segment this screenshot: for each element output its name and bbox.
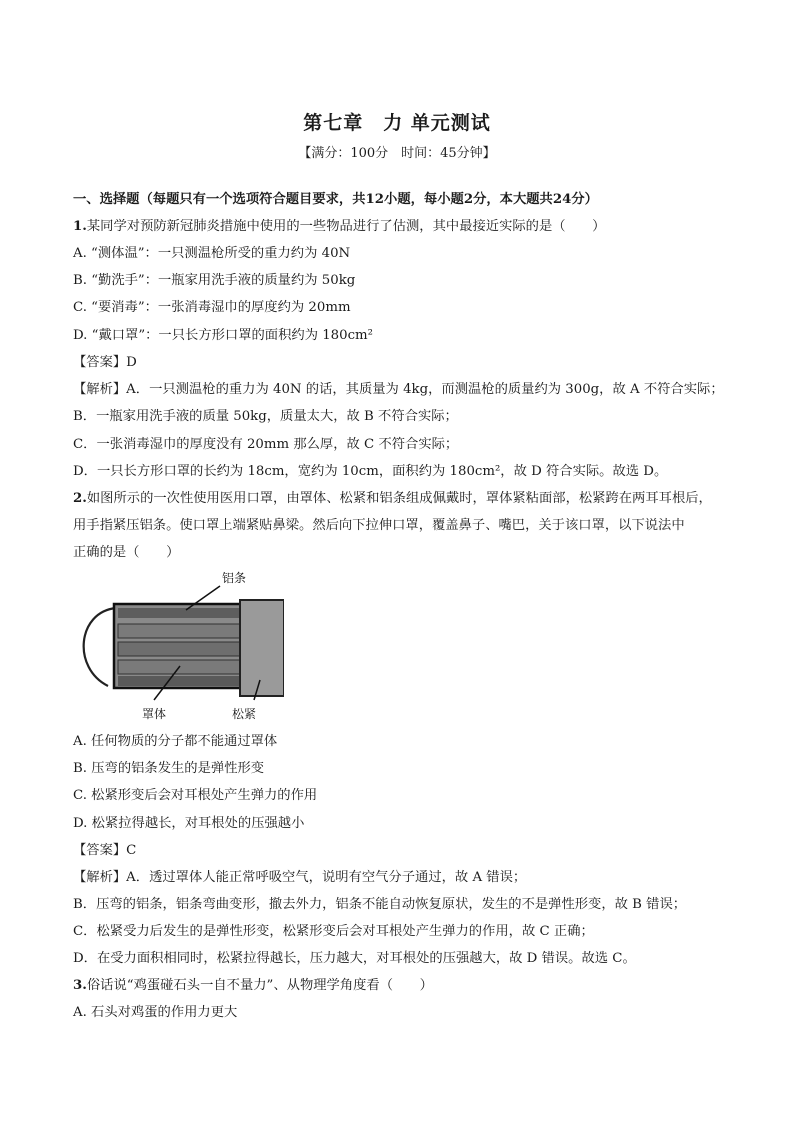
q1-analysis-line: C．一张消毒湿巾的厚度没有 20mm 那么厚，故 C 不符合实际； xyxy=(73,437,459,452)
label-mask-body: 罩体 xyxy=(142,707,167,721)
page-title: 第七章 力 单元测试 xyxy=(303,112,491,134)
q1-option-a: A. “测体温”：一只测温枪所受的重力约为 40N xyxy=(73,246,351,261)
question-number: 3. xyxy=(73,978,87,993)
q2-option-d: D. 松紧拉得越长，对耳根处的压强越小 xyxy=(73,816,305,831)
section-heading: 一、选择题（每题只有一个选项符合题目要求，共12小题，每小题2分，本大题共24分） xyxy=(73,192,598,207)
q1-analysis-line: D．一只长方形口罩的长约为 18cm，宽约为 10cm，面积约为 180cm²，故 D 符合实际。故选 D。 xyxy=(73,464,668,479)
exam-meta: 【满分：100分 时间：45分钟】 xyxy=(298,146,496,161)
q1-answer: 【答案】D xyxy=(73,355,137,370)
q3-option-a: A. 石头对鸡蛋的作用力更大 xyxy=(73,1005,238,1020)
q2-analysis-line: C．松紧受力后发生的是弹性形变，松紧形变后会对耳根处产生弹力的作用，故 C 正确； xyxy=(73,924,594,939)
mask-figure xyxy=(72,568,284,724)
q2-stem-line: 用手指紧压铝条。使口罩上端紧贴鼻梁。然后向下拉伸口罩，覆盖鼻子、嘴巴，关于该口罩，以下说法中 xyxy=(73,518,685,533)
question-number: 1. xyxy=(73,219,87,234)
q1-option-c: C. “要消毒”：一张消毒湿巾的厚度约为 20mm xyxy=(73,300,351,315)
q2-analysis-line: 【解析】A．透过罩体人能正常呼吸空气，说明有空气分子通过，故 A 错误； xyxy=(73,870,527,885)
q2-option-a: A. 任何物质的分子都不能通过罩体 xyxy=(73,734,278,749)
q1-analysis-line: 【解析】A．一只测温枪的重力为 40N 的话，其质量为 4kg，而测温枪的质量约为 300g，故 A 不符合实际； xyxy=(73,382,724,397)
question-number: 2. xyxy=(73,491,87,506)
question-stem: 某同学对预防新冠肺炎措施中使用的一些物品进行了估测，其中最接近实际的是（ ） xyxy=(86,219,606,234)
q1-option-b: B. “勤洗手”：一瓶家用洗手液的质量约为 50kg xyxy=(73,273,356,288)
q2-stem-line: 正确的是（ ） xyxy=(73,545,180,560)
q2-answer: 【答案】C xyxy=(73,843,137,858)
question-2 xyxy=(73,490,712,508)
mask-illustration xyxy=(72,568,284,724)
question-3 xyxy=(73,977,433,995)
label-aluminum-strip: 铝条 xyxy=(222,571,247,585)
q1-analysis-line: B．一瓶家用洗手液的质量 50kg，质量太大，故 B 不符合实际； xyxy=(73,409,458,424)
q2-option-b: B. 压弯的铝条发生的是弹性形变 xyxy=(73,761,265,776)
question-stem: 如图所示的一次性使用医用口罩，由罩体、松紧和铝条组成佩戴时，罩体紧粘面部，松紧跨在两耳耳根后， xyxy=(86,491,712,506)
q1-option-d: D. “戴口罩”：一只长方形口罩的面积约为 180cm² xyxy=(73,328,373,343)
question-stem: 俗话说“鸡蛋碰石头一自不量力”、从物理学角度看（ ） xyxy=(86,978,433,993)
q2-option-c: C. 松紧形变后会对耳根处产生弹力的作用 xyxy=(73,788,318,803)
q2-analysis-line: D．在受力面积相同时，松紧拉得越长，压力越大，对耳根处的压强越大，故 D 错误。故选 C。 xyxy=(73,951,636,966)
q2-analysis-line: B．压弯的铝条，铝条弯曲变形，撤去外力，铝条不能自动恢复原状，发生的不是弹性形变，故 B 错误； xyxy=(73,897,687,912)
label-elastic: 松紧 xyxy=(232,707,257,721)
question-1 xyxy=(73,218,605,236)
